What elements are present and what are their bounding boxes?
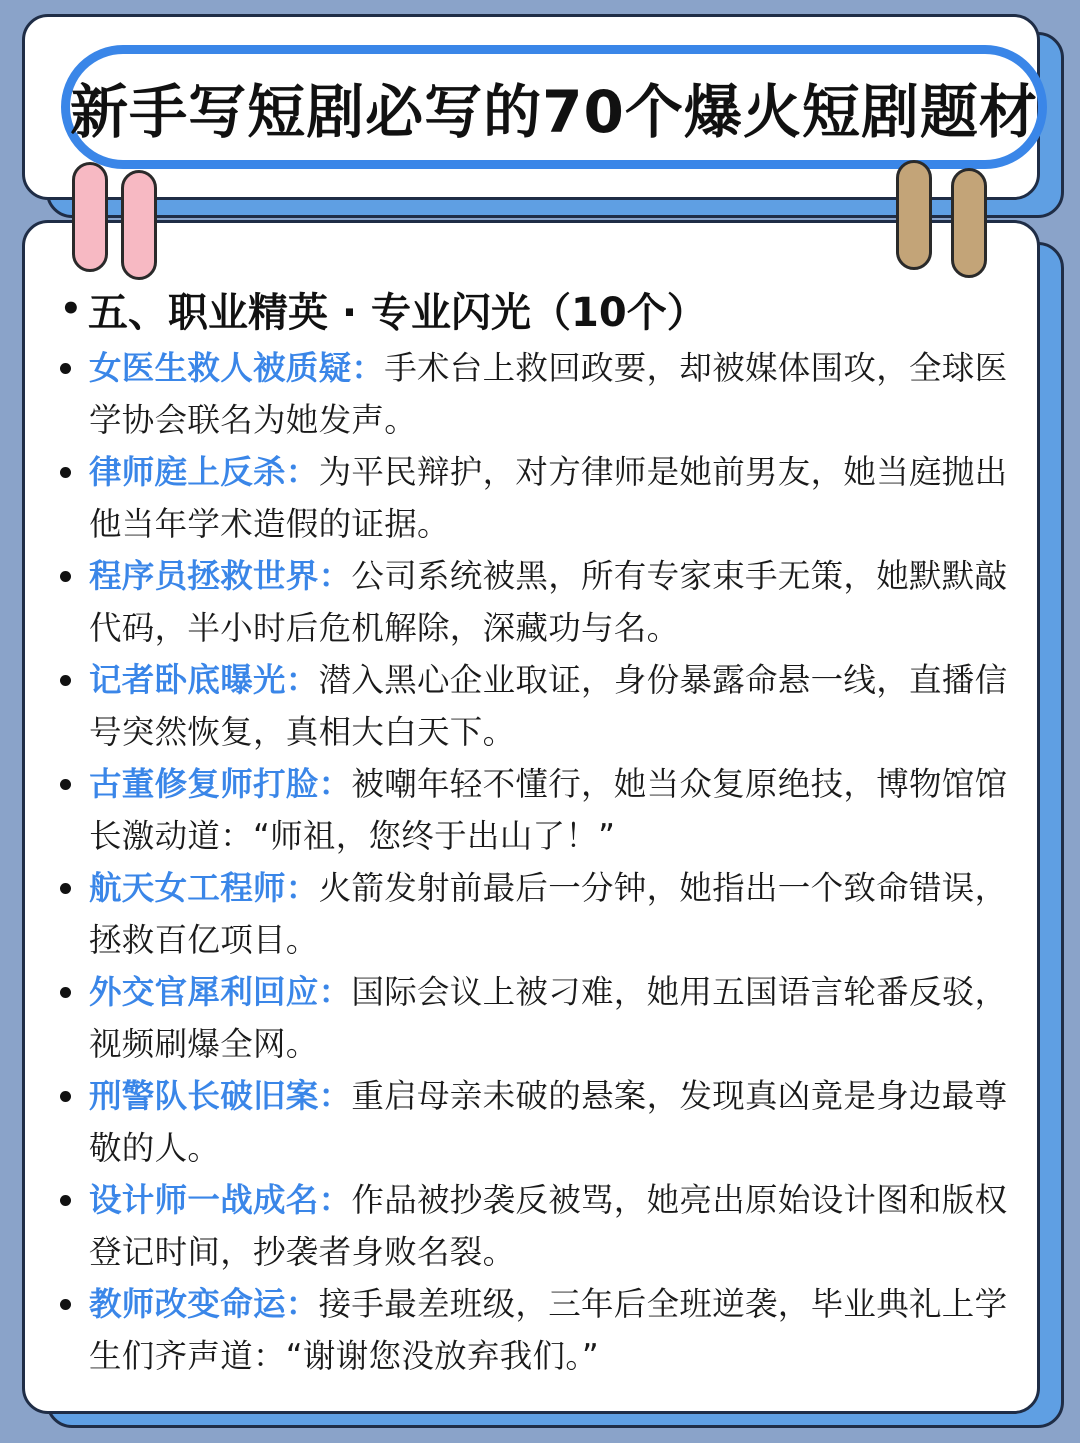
list-item (60, 1278, 1035, 1382)
item-text: 作品被抄袭反被骂，她亮出原始设计图和版权登记时间，抄袭者身败名裂。 (89, 1181, 1008, 1271)
item-key: 设计师一战成名： (89, 1181, 352, 1219)
binder-tab-tan-right (951, 168, 987, 278)
item-key: 记者卧底曝光： (89, 661, 319, 699)
content-list (60, 280, 1035, 1382)
bullet-icon (60, 571, 71, 582)
item-key: 女医生救人被质疑： (89, 349, 385, 387)
item-text: 接手最差班级，三年后全班逆袭，毕业典礼上学生们齐声道：“谢谢您没放弃我们。” (89, 1285, 1008, 1375)
item-key: 古董修复师打脸： (89, 765, 352, 803)
binder-tab-pink-left (72, 162, 108, 272)
bullet-icon (60, 675, 71, 686)
bullet-icon: • (60, 289, 82, 329)
header-card (22, 14, 1040, 200)
bullet-icon (60, 779, 71, 790)
item-text: 国际会议上被刁难，她用五国语言轮番反驳，视频刷爆全网。 (89, 973, 1008, 1063)
item-key: 航天女工程师： (89, 869, 319, 907)
bullet-icon (60, 1299, 71, 1310)
bullet-icon (60, 1091, 71, 1102)
page-title: 新手写短剧必写的70个爆火短剧题材 (70, 78, 1038, 146)
bullet-icon (60, 883, 71, 894)
item-key: 程序员拯救世界： (89, 557, 352, 595)
bullet-icon (60, 363, 71, 374)
list-item (60, 862, 1035, 966)
list-item (60, 758, 1035, 862)
section-heading-text: 五、职业精英 · 专业闪光（10个） (88, 289, 707, 336)
item-key: 刑警队长破旧案： (89, 1077, 352, 1115)
item-key: 外交官犀利回应： (89, 973, 352, 1011)
item-text: 被嘲年轻不懂行，她当众复原绝技，博物馆馆长激动道：“师祖，您终于出山了！” (89, 765, 1008, 855)
bullet-icon (60, 987, 71, 998)
item-text: 手术台上救回政要，却被媒体围攻，全球医学协会联名为她发声。 (89, 349, 1008, 439)
binder-tab-pink-right (121, 170, 157, 280)
bullet-icon (60, 467, 71, 478)
list-item (60, 446, 1035, 550)
item-list (60, 342, 1035, 1382)
item-text: 为平民辩护，对方律师是她前男友，她当庭抛出他当年学术造假的证据。 (89, 453, 1008, 543)
item-text: 火箭发射前最后一分钟，她指出一个致命错误，拯救百亿项目。 (89, 869, 1008, 959)
list-item (60, 654, 1035, 758)
bullet-icon (60, 1195, 71, 1206)
binder-tab-tan-left (896, 160, 932, 270)
list-item (60, 966, 1035, 1070)
list-item (60, 342, 1035, 446)
title-pill (61, 45, 1047, 169)
section-heading (60, 280, 1035, 338)
item-key: 教师改变命运： (89, 1285, 319, 1323)
item-key: 律师庭上反杀： (89, 453, 319, 491)
list-item (60, 1070, 1035, 1174)
item-text: 潜入黑心企业取证，身份暴露命悬一线，直播信号突然恢复，真相大白天下。 (89, 661, 1008, 751)
list-item (60, 1174, 1035, 1278)
item-text: 公司系统被黑，所有专家束手无策，她默默敲代码，半小时后危机解除，深藏功与名。 (89, 557, 1008, 647)
list-item (60, 550, 1035, 654)
item-text: 重启母亲未破的悬案，发现真凶竟是身边最尊敬的人。 (89, 1077, 1008, 1167)
